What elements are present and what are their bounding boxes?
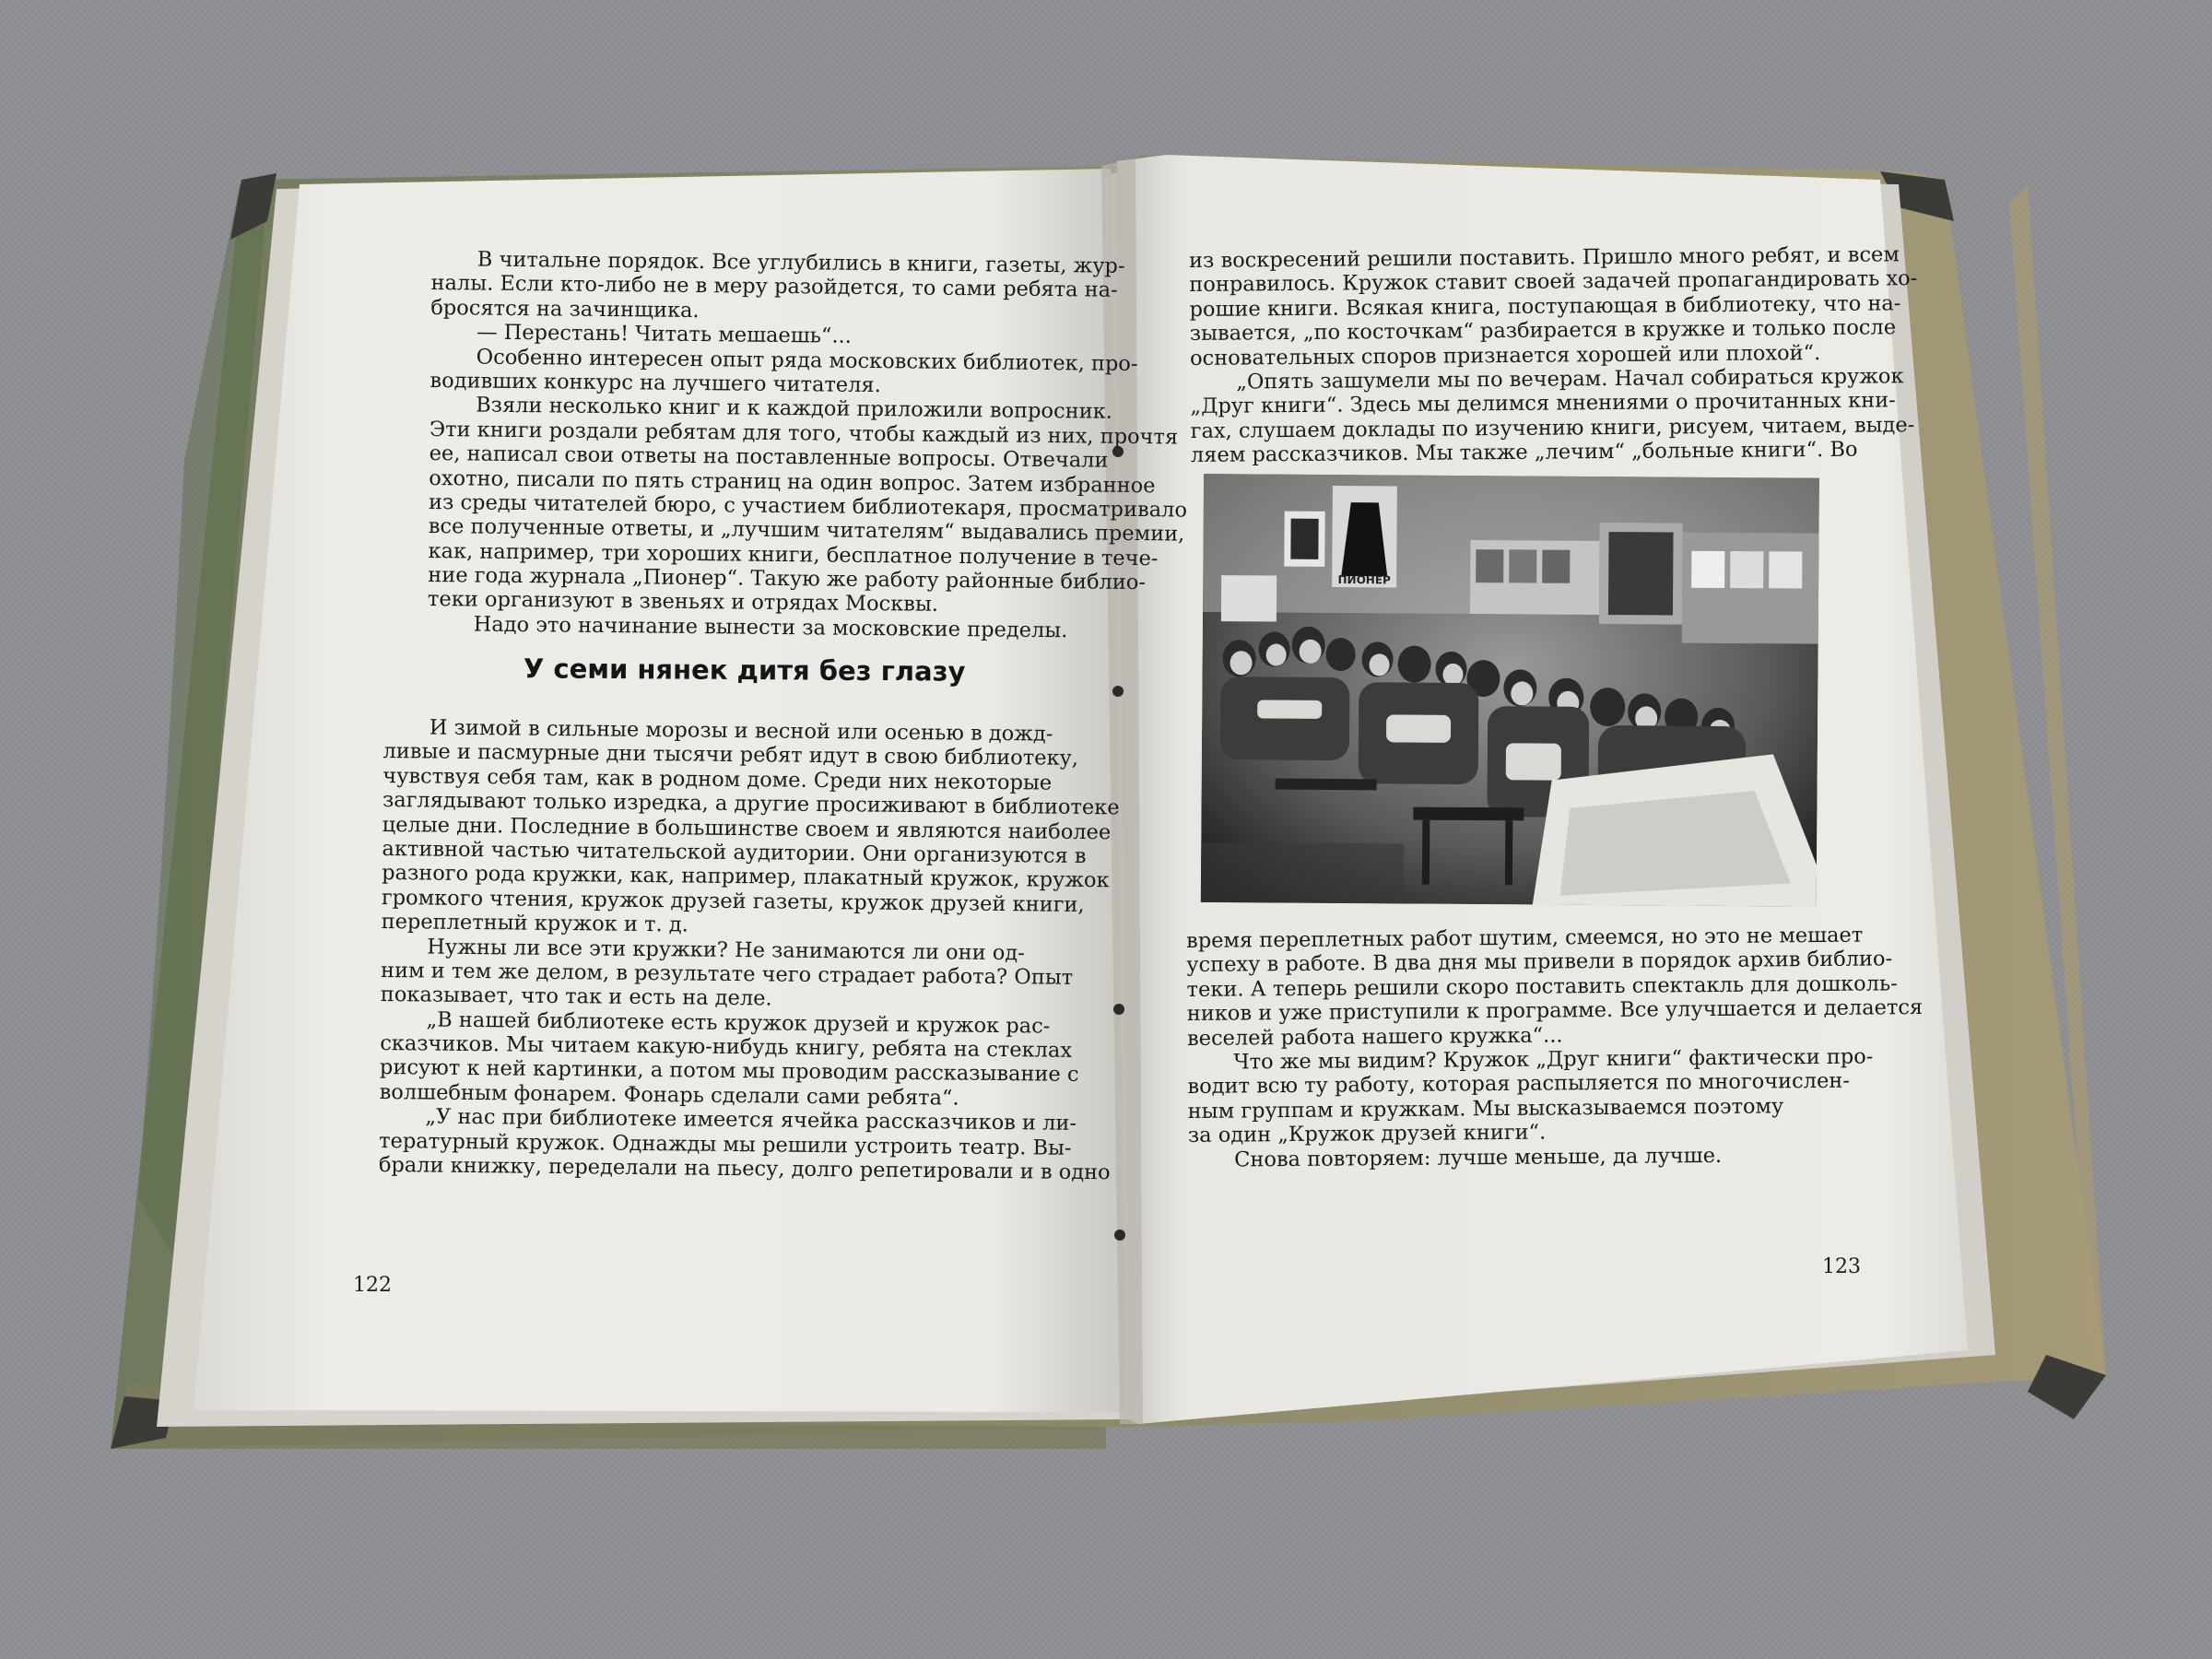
text-line: водит всю ту работу, которая распыляется по многочислен- xyxy=(1187,1069,1851,1100)
text-line: веселей работа нашего кружка“... xyxy=(1186,1023,1563,1051)
text-line: ее, написал свои ответы на поставленные вопросы. Отвечали xyxy=(429,441,1109,473)
text-line: гах, слушаем доклады по изучению книги, рисуем, читаем, выде- xyxy=(1190,412,1915,443)
text-line: волшебным фонарем. Фонарь сделали сами ребята“. xyxy=(379,1079,959,1111)
text-line: бросятся на зачинщика. xyxy=(430,295,700,323)
text-line: Особенно интересен опыт ряда московских библиотек, про- xyxy=(476,345,1138,376)
text-line: ливые и пасмурные дни тысячи ребят идут в свою библиотеку, xyxy=(382,739,1079,771)
text-line: громкого чтения, кружок друзей газеты, кружок друзей книги, xyxy=(381,885,1085,917)
text-line: теки. А теперь решили скоро поставить спектакль для дошколь- xyxy=(1186,971,1898,1002)
text-line: рошие книги. Всякая книга, поступающая в библиотеку, что на- xyxy=(1189,291,1901,322)
text-line: зывается, „по косточкам“ разбирается в кружке и только после xyxy=(1189,315,1897,347)
text-line: охотно, писали по пять страниц на один вопрос. Затем избранное xyxy=(429,465,1156,498)
text-line: рисуют к ней картинки, а потом мы проводим рассказывание с xyxy=(379,1055,1079,1088)
page-number-right: 123 xyxy=(1822,1255,1861,1278)
text-line: ним и тем же делом, в результате чего страдает работа? Опыт xyxy=(380,958,1074,990)
page-number-left: 122 xyxy=(353,1274,392,1297)
text-line: Надо это начинание вынести за московские пределы. xyxy=(473,612,1068,643)
text-line: ние года журнала „Пионер“. Такую же работу районные библио- xyxy=(428,563,1147,595)
text-line: понравилось. Кружок ставит своей задачей пропагандировать хо- xyxy=(1189,266,1918,298)
text-line: Нужны ли все эти кружки? Не занимаются ли они од- xyxy=(427,935,1025,965)
left-page-text-bottom xyxy=(379,715,1121,1185)
text-line: брали книжку, переделали на пьесу, долго репетировали и в одно xyxy=(378,1153,1111,1185)
text-line: активной частью читательской аудитории. Они организуются в xyxy=(382,836,1087,868)
text-line: налы. Если кто-либо не в меру разойдется, то сами ребята на- xyxy=(430,271,1118,303)
text-line: Снова повторяем: лучше меньше, да лучше. xyxy=(1234,1143,1723,1172)
library-reading-room-photo xyxy=(1201,474,1819,907)
text-line: все полученные ответы, и „лучшим читателям“ выдавались премии, xyxy=(428,514,1185,547)
text-line: В читальне порядок. Все углубились в книги, газеты, жур- xyxy=(477,247,1125,278)
text-line: ляем рассказчиков. Мы также „лечим“ „больные книги“. Во xyxy=(1190,437,1858,468)
poster-text: ПИОНЕР xyxy=(1337,573,1391,587)
text-line: Взяли несколько книг и к каждой приложили вопросник. xyxy=(476,393,1113,425)
text-line: чувствуя себя там, как в родном доме. Среди них некоторые xyxy=(382,763,1053,795)
text-line: „Опять зашумели мы по вечерам. Начал собираться кружок xyxy=(1236,364,1904,394)
text-line: как, например, три хороших книги, бесплатное получение в тече- xyxy=(428,538,1159,571)
section-heading: У семи нянек дитя без глазу xyxy=(523,653,966,688)
text-line: — Перестань! Читать мешаешь“... xyxy=(476,320,853,348)
text-line: теки организуют в звеньях и отрядах Москвы. xyxy=(427,587,939,618)
text-line: „У нас при библиотеке имеется ячейка рассказчиков и ли- xyxy=(425,1104,1077,1136)
text-line: Что же мы видим? Кружок „Друг книги“ фактически про- xyxy=(1233,1044,1874,1075)
text-line: переплетный кружок и т. д. xyxy=(381,910,688,937)
text-line: из воскресений решили поставить. Пришло много ребят, и всем xyxy=(1189,242,1900,273)
text-line: основательных споров признается хорошей или плохой“. xyxy=(1189,340,1821,371)
text-line: заглядывают только изредка, а другие просиживают в библиотеке xyxy=(382,788,1120,820)
text-line: время переплетных работ шутим, смеемся, но это не мешает xyxy=(1186,923,1864,953)
text-line: Эти книги роздали ребятам для того, чтобы каждый из них, прочтя xyxy=(429,417,1179,450)
text-line: „Друг книги“. Здесь мы делимся мнениями о прочитанных кни- xyxy=(1190,388,1896,419)
text-line: сказчиков. Мы читаем какую-нибудь книгу, ребята на стеклах xyxy=(380,1031,1073,1063)
text-line: успеху в работе. В два дня мы привели в порядок архив библио- xyxy=(1186,947,1893,978)
right-page-text-top xyxy=(1189,242,1919,467)
text-line: „В нашей библиотеке есть кружок друзей и кружок рас- xyxy=(426,1007,1051,1039)
text-line: И зимой в сильные морозы и весной или осенью в дожд- xyxy=(429,715,1053,747)
text-line: ным группам и кружкам. Мы высказываемся поэтому xyxy=(1187,1094,1784,1124)
text-line: целые дни. Последние в большинстве своем и являются наиболее xyxy=(382,812,1112,844)
right-page-text-bottom xyxy=(1186,923,1924,1172)
text-line: ников и уже приступили к программе. Все улучшается и делается xyxy=(1186,995,1924,1027)
text-line: из среды читателей бюро, с участием библиотекаря, просматривало xyxy=(428,489,1188,523)
text-line: разного рода кружки, как, например, плакатный кружок, кружок xyxy=(382,861,1110,893)
left-page-text-top xyxy=(428,247,1190,644)
text-line: водивших конкурс на лучшего читателя. xyxy=(429,368,881,398)
text-line: за один „Кружок друзей книги“. xyxy=(1187,1120,1547,1148)
text-line: тературный кружок. Однажды мы решили устроить театр. Вы- xyxy=(379,1128,1072,1160)
text-line: показывает, что так и есть на деле. xyxy=(380,982,772,1011)
